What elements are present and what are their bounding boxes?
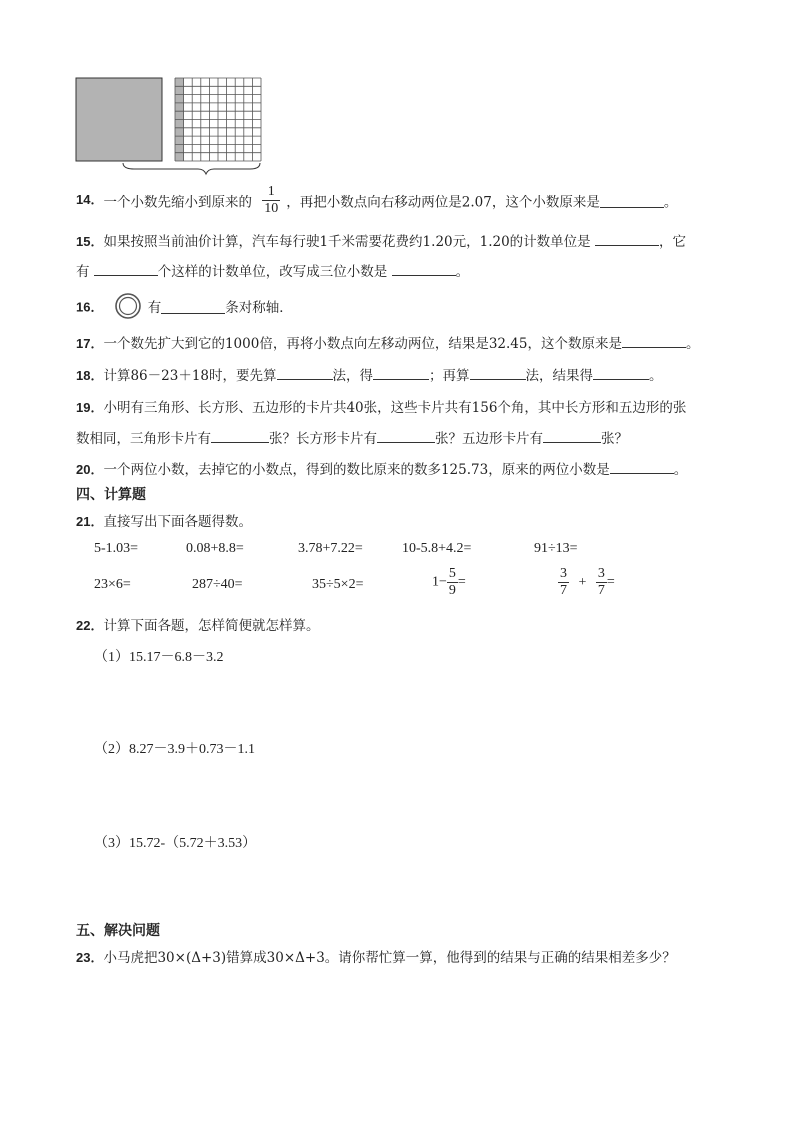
fraction: $\frac{3}{7}$ [597, 566, 605, 598]
answer-blank[interactable] [373, 365, 429, 380]
question-14: 14．一个小数先缩小到原来的 $\frac{1}{10}$ ，再把小数点向右移动两位是2.07，这个小数原来是 。 [76, 184, 678, 216]
question-number: 20． [76, 462, 104, 477]
answer-blank[interactable] [600, 193, 664, 208]
answer-blank[interactable] [595, 231, 659, 246]
answer-blank[interactable] [161, 299, 225, 314]
calc-item: 287÷40= [192, 577, 243, 592]
question-number: 19． [76, 400, 104, 415]
question-number: 21． [76, 514, 104, 529]
question-text: ，再把小数点向右移动两位是2.07，这个小数原来是 [286, 194, 600, 211]
answer-blank[interactable] [211, 428, 269, 443]
question-19-line1: 19．小明有三角形、长方形、五边形的卡片共40张，这些卡片共有156个角，其中长方形和五边形的张 [76, 400, 687, 416]
section-heading-calculation: 四、计算题 [76, 487, 146, 503]
question-21: 21．直接写出下面各题得数。 [76, 514, 252, 530]
calc-item: 3.78+7.22= [298, 541, 363, 556]
sub-question-3: （3）15.72-（5.72＋3.53） [94, 836, 257, 851]
question-number: 23． [76, 950, 104, 965]
question-19-line2: 数相同，三角形卡片有 张？长方形卡片有 张？五边形卡片有 张？ [76, 427, 628, 447]
question-23: 23．小马虎把30×(Δ+3)错算成30×Δ+3。请你帮忙算一算，他得到的结果与正确的结果相差多少？ [76, 950, 676, 966]
section-heading-problem-solving: 五、解决问题 [76, 923, 160, 939]
answer-blank[interactable] [377, 428, 435, 443]
answer-blank[interactable] [392, 261, 456, 276]
answer-blank[interactable] [543, 428, 601, 443]
calc-item: 5-1.03= [94, 541, 139, 556]
question-15-line1: 15．如果按照当前油价计算，汽车每行驶1千米需要花费约1.20元，1.20的计数单位是 ，它 [76, 230, 686, 250]
answer-blank[interactable] [94, 261, 158, 276]
answer-blank[interactable] [470, 365, 526, 380]
calc-item: 35÷5×2= [312, 577, 364, 592]
question-number: 17． [76, 336, 104, 351]
calc-item: 0.08+8.8= [186, 541, 244, 556]
question-17: 17．一个数先扩大到它的1000倍，再将小数点向左移动两位，结果是32.45，这个数原来是 。 [76, 332, 699, 352]
hundred-grid [175, 78, 261, 161]
answer-blank[interactable] [610, 459, 674, 474]
calc-item: 10-5.8+4.2= [402, 541, 472, 556]
question-number: 18． [76, 368, 104, 383]
answer-blank[interactable] [593, 365, 649, 380]
question-number: 14． [76, 192, 104, 207]
question-number: 22． [76, 618, 104, 633]
question-15-line2: 有 个这样的计数单位，改写成三位小数是 。 [76, 260, 469, 280]
sub-question-1: （1）15.17－6.8－3.2 [94, 650, 224, 665]
calc-fraction-item: $\frac{3}{7}$ + $\frac{3}{7}$ = [560, 566, 615, 598]
answer-blank[interactable] [622, 333, 686, 348]
question-18: 18．计算86－23＋18时，要先算 法，得 ；再算 法，结果得 。 [76, 364, 663, 384]
answer-blank[interactable] [277, 365, 333, 380]
calc-fraction-item: 1− $\frac{5}{9}$ = [432, 566, 466, 598]
fraction: $\frac{5}{9}$ [448, 566, 456, 598]
question-20: 20．一个两位小数，去掉它的小数点，得到的数比原来的数多125.73，原来的两位小数是 。 [76, 458, 687, 478]
calc-item: 91÷13= [534, 541, 578, 556]
brace [123, 163, 260, 174]
sub-question-2: （2）8.27－3.9＋0.73－1.1 [94, 742, 255, 757]
question-22: 22．计算下面各题，怎样简便就怎样算。 [76, 618, 320, 634]
fraction-one-tenth: $\frac{1}{10}$ [264, 184, 279, 216]
question-number: 16． [76, 299, 104, 315]
question-16: 16． 有 条对称轴． [76, 292, 293, 320]
concentric-circles-icon [114, 292, 142, 320]
calc-item: 23×6= [94, 577, 131, 592]
question-number: 15． [76, 234, 104, 249]
fraction: $\frac{3}{7}$ [560, 566, 567, 598]
whole-square [76, 78, 162, 161]
decimal-grid-figure [74, 76, 266, 176]
question-text: 一个小数先缩小到原来的 [103, 194, 252, 211]
